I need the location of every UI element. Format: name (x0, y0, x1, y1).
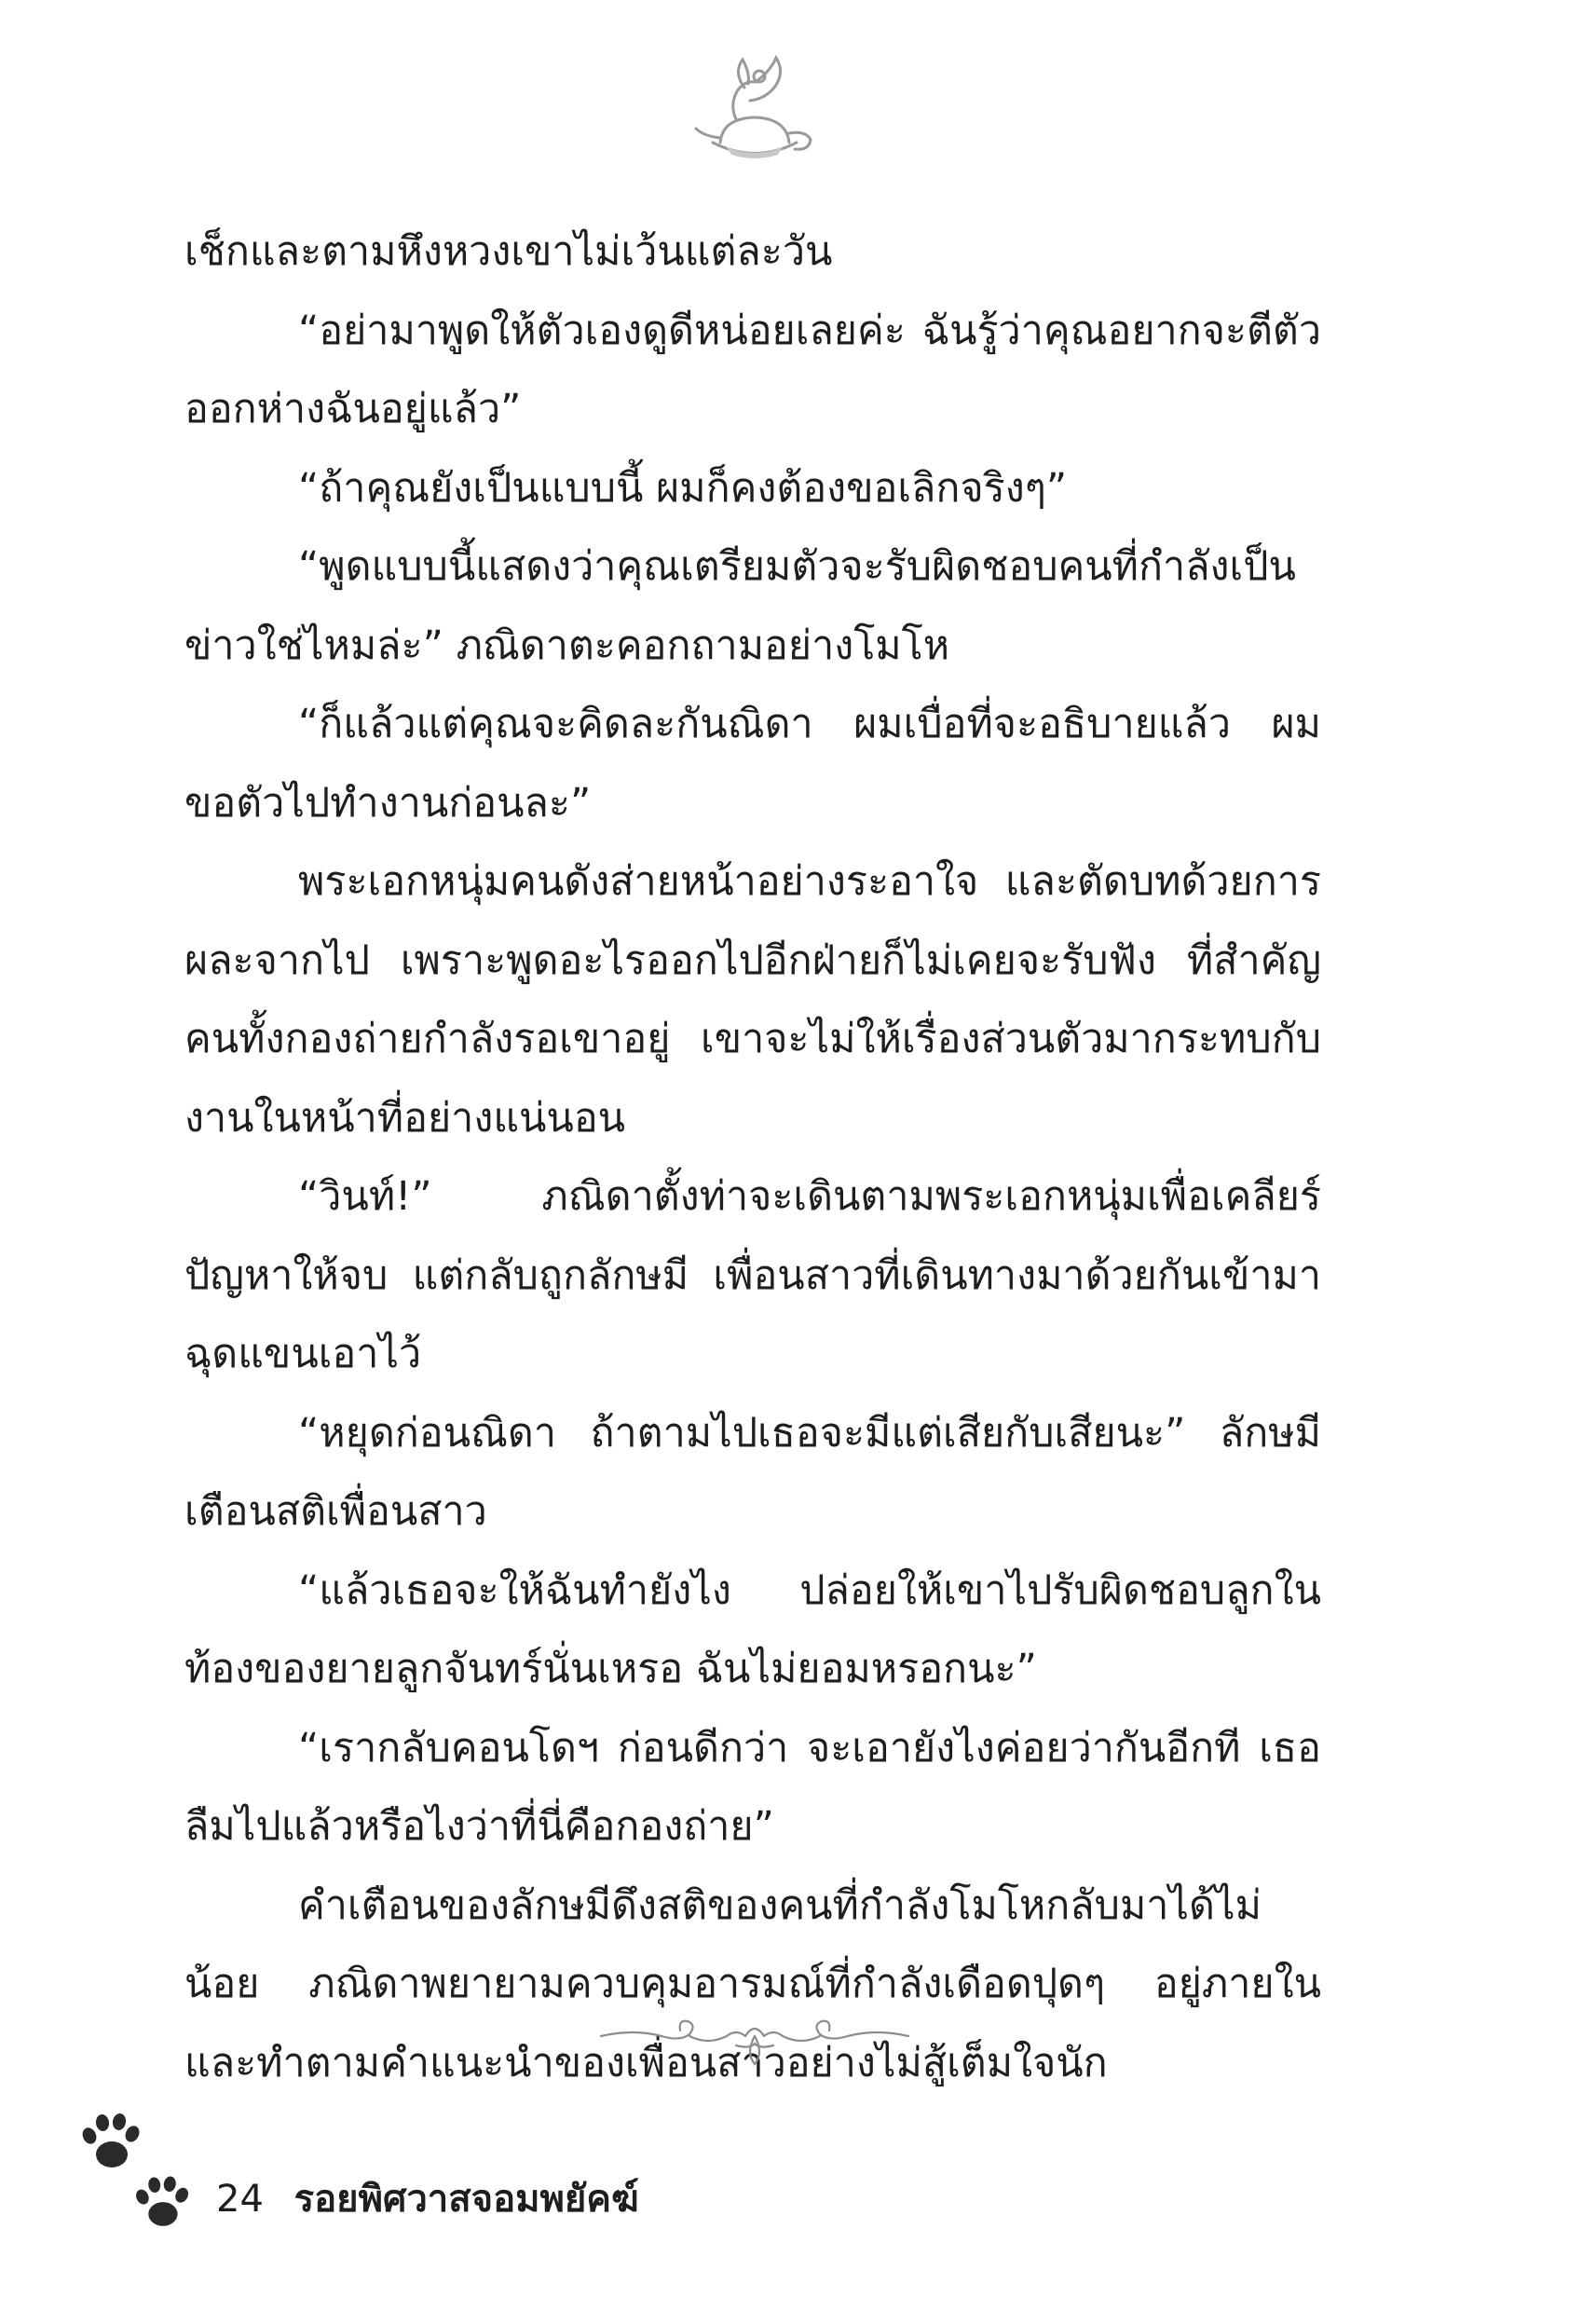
paragraph: พระเอกหนุ่มคนดังส่ายหน้าอย่างระอาใจ และตัดบทด้วยการผละจากไป เพราะพูดอะไรออกไปอีกฝ่ายก็ไม่เคยจะรับฟัง ที่สำคัญคนทั้งกองถ่ายกำลังรอเขาอยู่ เขาจะไม่ให้เรื่องส่วนตัวมากระทบกับงานในหน้าที่อย่างแน่นอน (184, 858, 1321, 1142)
paragraph: “วินท์!” ภณิดาตั้งท่าจะเดินตามพระเอกหนุ่มเพื่อเคลียร์ปัญหาให้จบ แต่กลับถูกลักษมี เพื่อนสาวที่เดินทางมาด้วยกันเข้ามาฉุดแขนเอาไว้ (184, 1173, 1321, 1377)
fairy-lamp-icon (685, 54, 825, 166)
paw-print-icon (76, 2108, 145, 2177)
page-footer (216, 2171, 639, 2227)
page-number: 24 (216, 2178, 264, 2221)
paragraph: เช็กและตามหึงหวงเขาไม่เว้นแต่ละวัน (184, 228, 833, 275)
book-title: รอยพิศวาสจอมพยัคฆ์ (293, 2178, 639, 2221)
paragraph: คำเตือนของลักษมีดึงสติของคนที่กำลังโมโหกลับมาได้ไม่น้อย ภณิดาพยายามควบคุมอารมณ์ที่กำลังเดือดปุดๆ อยู่ภายใน และทำตามคำแนะนำของเพื่อนสาวอย่างไม่สู้เต็มใจนัก (184, 1881, 1321, 2086)
paragraph: “ก็แล้วแต่คุณจะคิดละกันณิดา ผมเบื่อที่จะอธิบายแล้ว ผมขอตัวไปทำงานก่อนละ” (184, 701, 1321, 827)
paragraph: “พูดแบบนี้แสดงว่าคุณเตรียมตัวจะรับผิดชอบคนที่กำลังเป็นข่าวใช่ไหมล่ะ” ภณิดาตะคอกถามอย่างโมโห (184, 543, 1296, 669)
body-text (184, 212, 1321, 2102)
paragraph: “อย่ามาพูดให้ตัวเองดูดีหน่อยเลยค่ะ ฉันรู้ว่าคุณอยากจะตีตัวออกห่างฉันอยู่แล้ว” (184, 307, 1321, 432)
paragraph: “หยุดก่อนณิดา ถ้าตามไปเธอจะมีแต่เสียกับเสียนะ” ลักษมีเตือนสติเพื่อนสาว (184, 1409, 1321, 1535)
paw-print-icon (130, 2171, 194, 2235)
paragraph: “แล้วเธอจะให้ฉันทำยังไง ปล่อยให้เขาไปรับผิดชอบลูกในท้องของยายลูกจันทร์นั่นเหรอ ฉันไม่ยอมหรอกนะ” (184, 1566, 1321, 1692)
paragraph: “ถ้าคุณยังเป็นแบบนี้ ผมก็คงต้องขอเลิกจริงๆ” (298, 464, 1068, 512)
paragraph: “เรากลับคอนโดฯ ก่อนดีกว่า จะเอายังไงค่อยว่ากันอีกที เธอลืมไปแล้วหรือไงว่าที่นี่คือกองถ่าย” (184, 1724, 1321, 1850)
flourish-divider-icon (596, 2008, 913, 2073)
